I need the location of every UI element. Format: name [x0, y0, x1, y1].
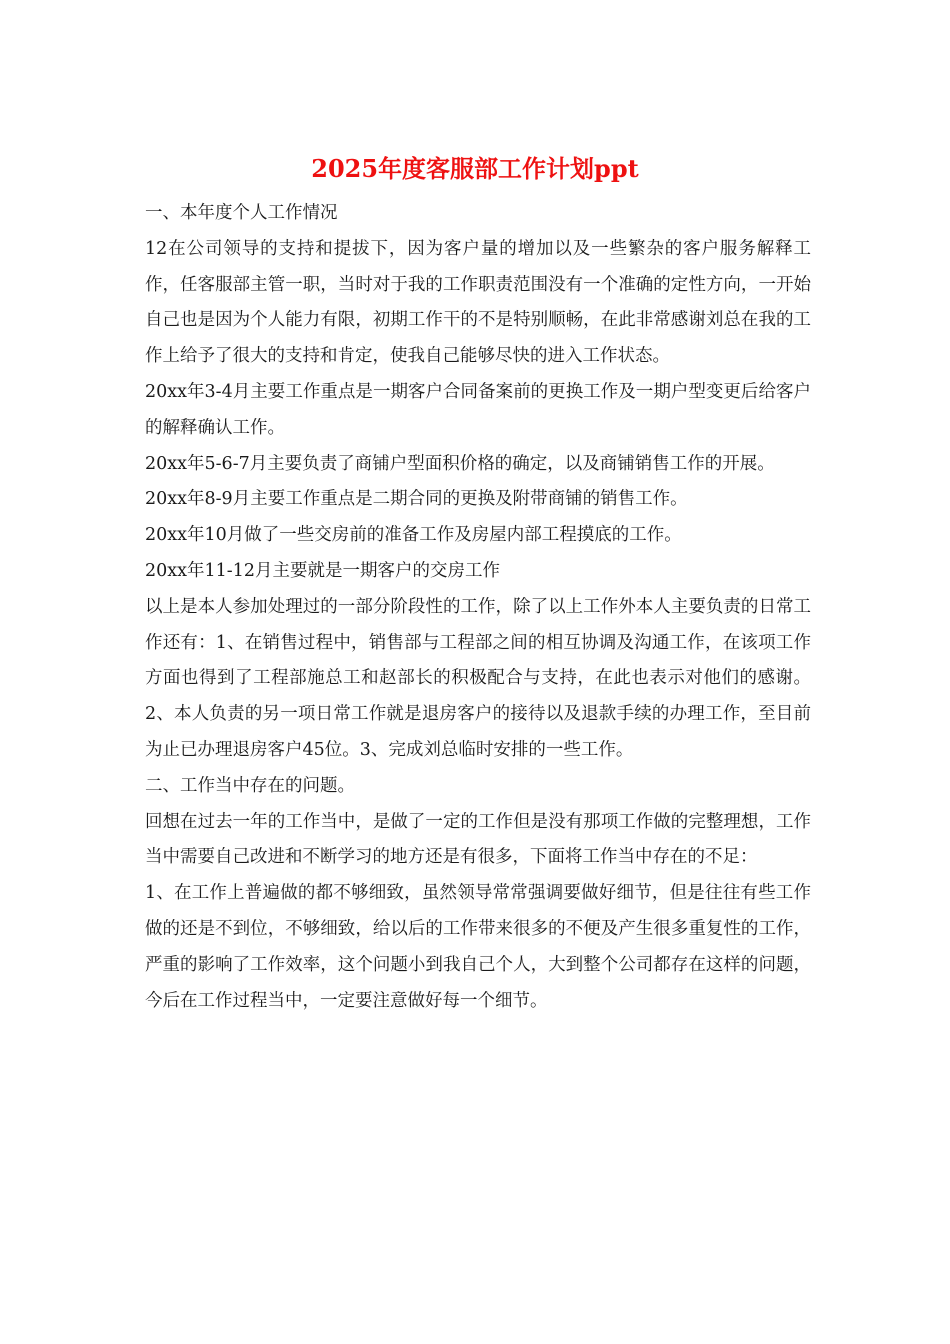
paragraph: 20xx年3-4月主要工作重点是一期客户合同备案前的更换工作及一期户型变更后给客户的解释确认工作。	[145, 381, 811, 438]
paragraph: 1、在工作上普遍做的都不够细致，虽然领导常常强调要做好细节，但是往往有些工作做的还是不到位，不够细致，给以后的工作带来很多的不便及产生很多重复性的工作，严重的影响了工作效率，这个问题小到我自己个人，大到整个公司都存在这样的问题，今后在工作过程当中，一定要注意做好每一个细节。	[145, 883, 811, 1011]
document-title: 2025年度客服部工作计划ppt	[311, 154, 639, 183]
paragraph-section-heading-2: 二、工作当中存在的问题。	[145, 775, 355, 796]
paragraph: 20xx年5-6-7月主要负责了商铺户型面积价格的确定，以及商铺销售工作的开展。	[145, 453, 775, 474]
paragraph: 12在公司领导的支持和提拔下，因为客户量的增加以及一些繁杂的客户服务解释工作，任客服部主管一职，当时对于我的工作职责范围没有一个准确的定性方向，一开始自己也是因为个人能力有限，初期工作干的不是特别顺畅，在此非常感谢刘总在我的工作上给予了很大的支持和肯定，使我自己能够尽快的进入工作状态。	[145, 238, 811, 367]
paragraph: 以上是本人参加处理过的一部分阶段性的工作，除了以上工作外本人主要负责的日常工作还有：1、在销售过程中，销售部与工程部之间的相互协调及沟通工作，在该项工作方面也得到了工程部施总工和赵部长的积极配合与支持，在此也表示对他们的感谢。2、本人负责的另一项日常工作就是退房客户的接待以及退款手续的办理工作，至目前为止已办理退房客户45位。3、完成刘总临时安排的一些工作。	[145, 596, 811, 760]
document-body	[145, 196, 811, 1019]
paragraph: 20xx年11-12月主要就是一期客户的交房工作	[145, 560, 500, 581]
paragraph: 20xx年10月做了一些交房前的准备工作及房屋内部工程摸底的工作。	[145, 525, 682, 546]
paragraph: 回想在过去一年的工作当中，是做了一定的工作但是没有那项工作做的完整理想，工作当中需要自己改进和不断学习的地方还是有很多，下面将工作当中存在的不足：	[145, 811, 811, 868]
paragraph: 20xx年8-9月主要工作重点是二期合同的更换及附带商铺的销售工作。	[145, 489, 688, 510]
paragraph-section-heading-1: 一、本年度个人工作情况	[145, 203, 338, 223]
